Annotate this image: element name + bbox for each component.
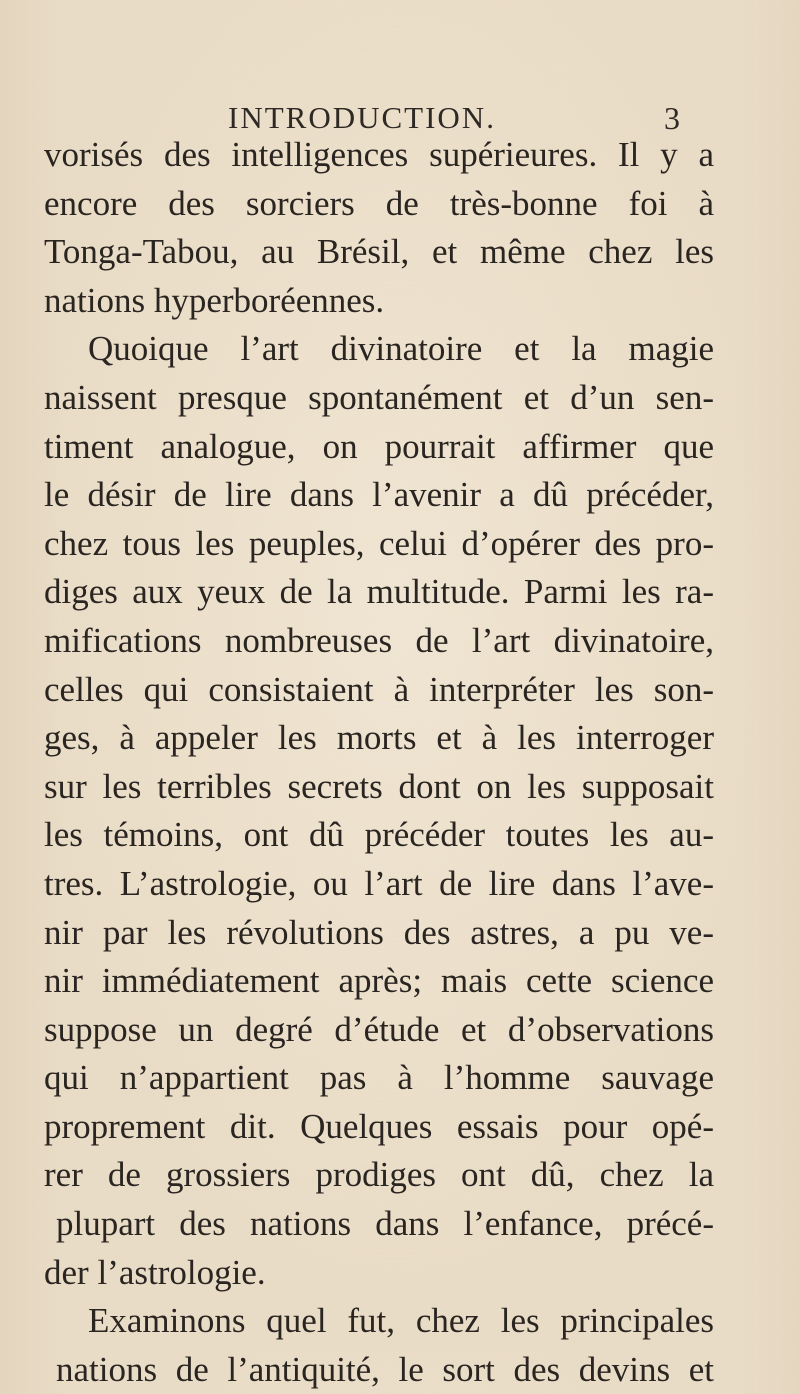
text-line: naissent presque spontanément et d’un sen- — [44, 377, 714, 417]
text-line: nations hyperboréennes. — [44, 280, 385, 320]
text-line: rer de grossiers prodiges ont dû, chez la — [44, 1155, 714, 1195]
text-line: le désir de lire dans l’avenir a dû précéder, — [44, 475, 714, 515]
text-line: les témoins, ont dû précéder toutes les au- — [44, 815, 714, 855]
text-line: qui n’appartient pas à l’homme sauvage — [44, 1058, 714, 1098]
text-line: ges, à appeler les morts et à les interroger — [44, 718, 714, 758]
text-line: timent analogue, on pourrait affirmer que — [44, 426, 714, 466]
text-line: proprement dit. Quelques essais pour opé- — [44, 1106, 714, 1146]
text-line: nir immédiatement après; mais cette science — [44, 961, 714, 1001]
text-line: encore des sorciers de très-bonne foi à — [44, 183, 714, 223]
text-line: vorisés des intelligences supérieures. Il y a — [44, 135, 714, 174]
text-line: suppose un degré d’étude et d’observations — [44, 1009, 714, 1049]
text-line: celles qui consistaient à interpréter les son- — [44, 669, 714, 709]
text-line: plupart des nations dans l’enfance, précé- — [56, 1204, 714, 1244]
text-line: der l’astrologie. — [44, 1252, 266, 1292]
body-text — [44, 131, 714, 1394]
running-title: INTRODUCTION. — [228, 100, 496, 135]
text-line: diges aux yeux de la multitude. Parmi les ra- — [44, 572, 714, 612]
text-line: Tonga-Tabou, au Brésil, et même chez les — [44, 232, 714, 272]
paragraph-start-line: Quoique l’art divinatoire et la magie — [88, 329, 714, 369]
page-number: 3 — [664, 100, 680, 136]
text-line: nations de l’antiquité, le sort des devins et — [56, 1349, 714, 1389]
paragraph-start-line: Examinons quel fut, chez les principales — [88, 1301, 714, 1341]
text-line: mifications nombreuses de l’art divinatoire, — [44, 620, 714, 660]
text-line: sur les terribles secrets dont on les supposait — [44, 766, 714, 806]
text-line: nir par les révolutions des astres, a pu ve- — [44, 912, 714, 952]
text-line: chez tous les peuples, celui d’opérer des pro- — [44, 523, 714, 563]
text-line: tres. L’astrologie, ou l’art de lire dans l’ave- — [44, 863, 714, 903]
